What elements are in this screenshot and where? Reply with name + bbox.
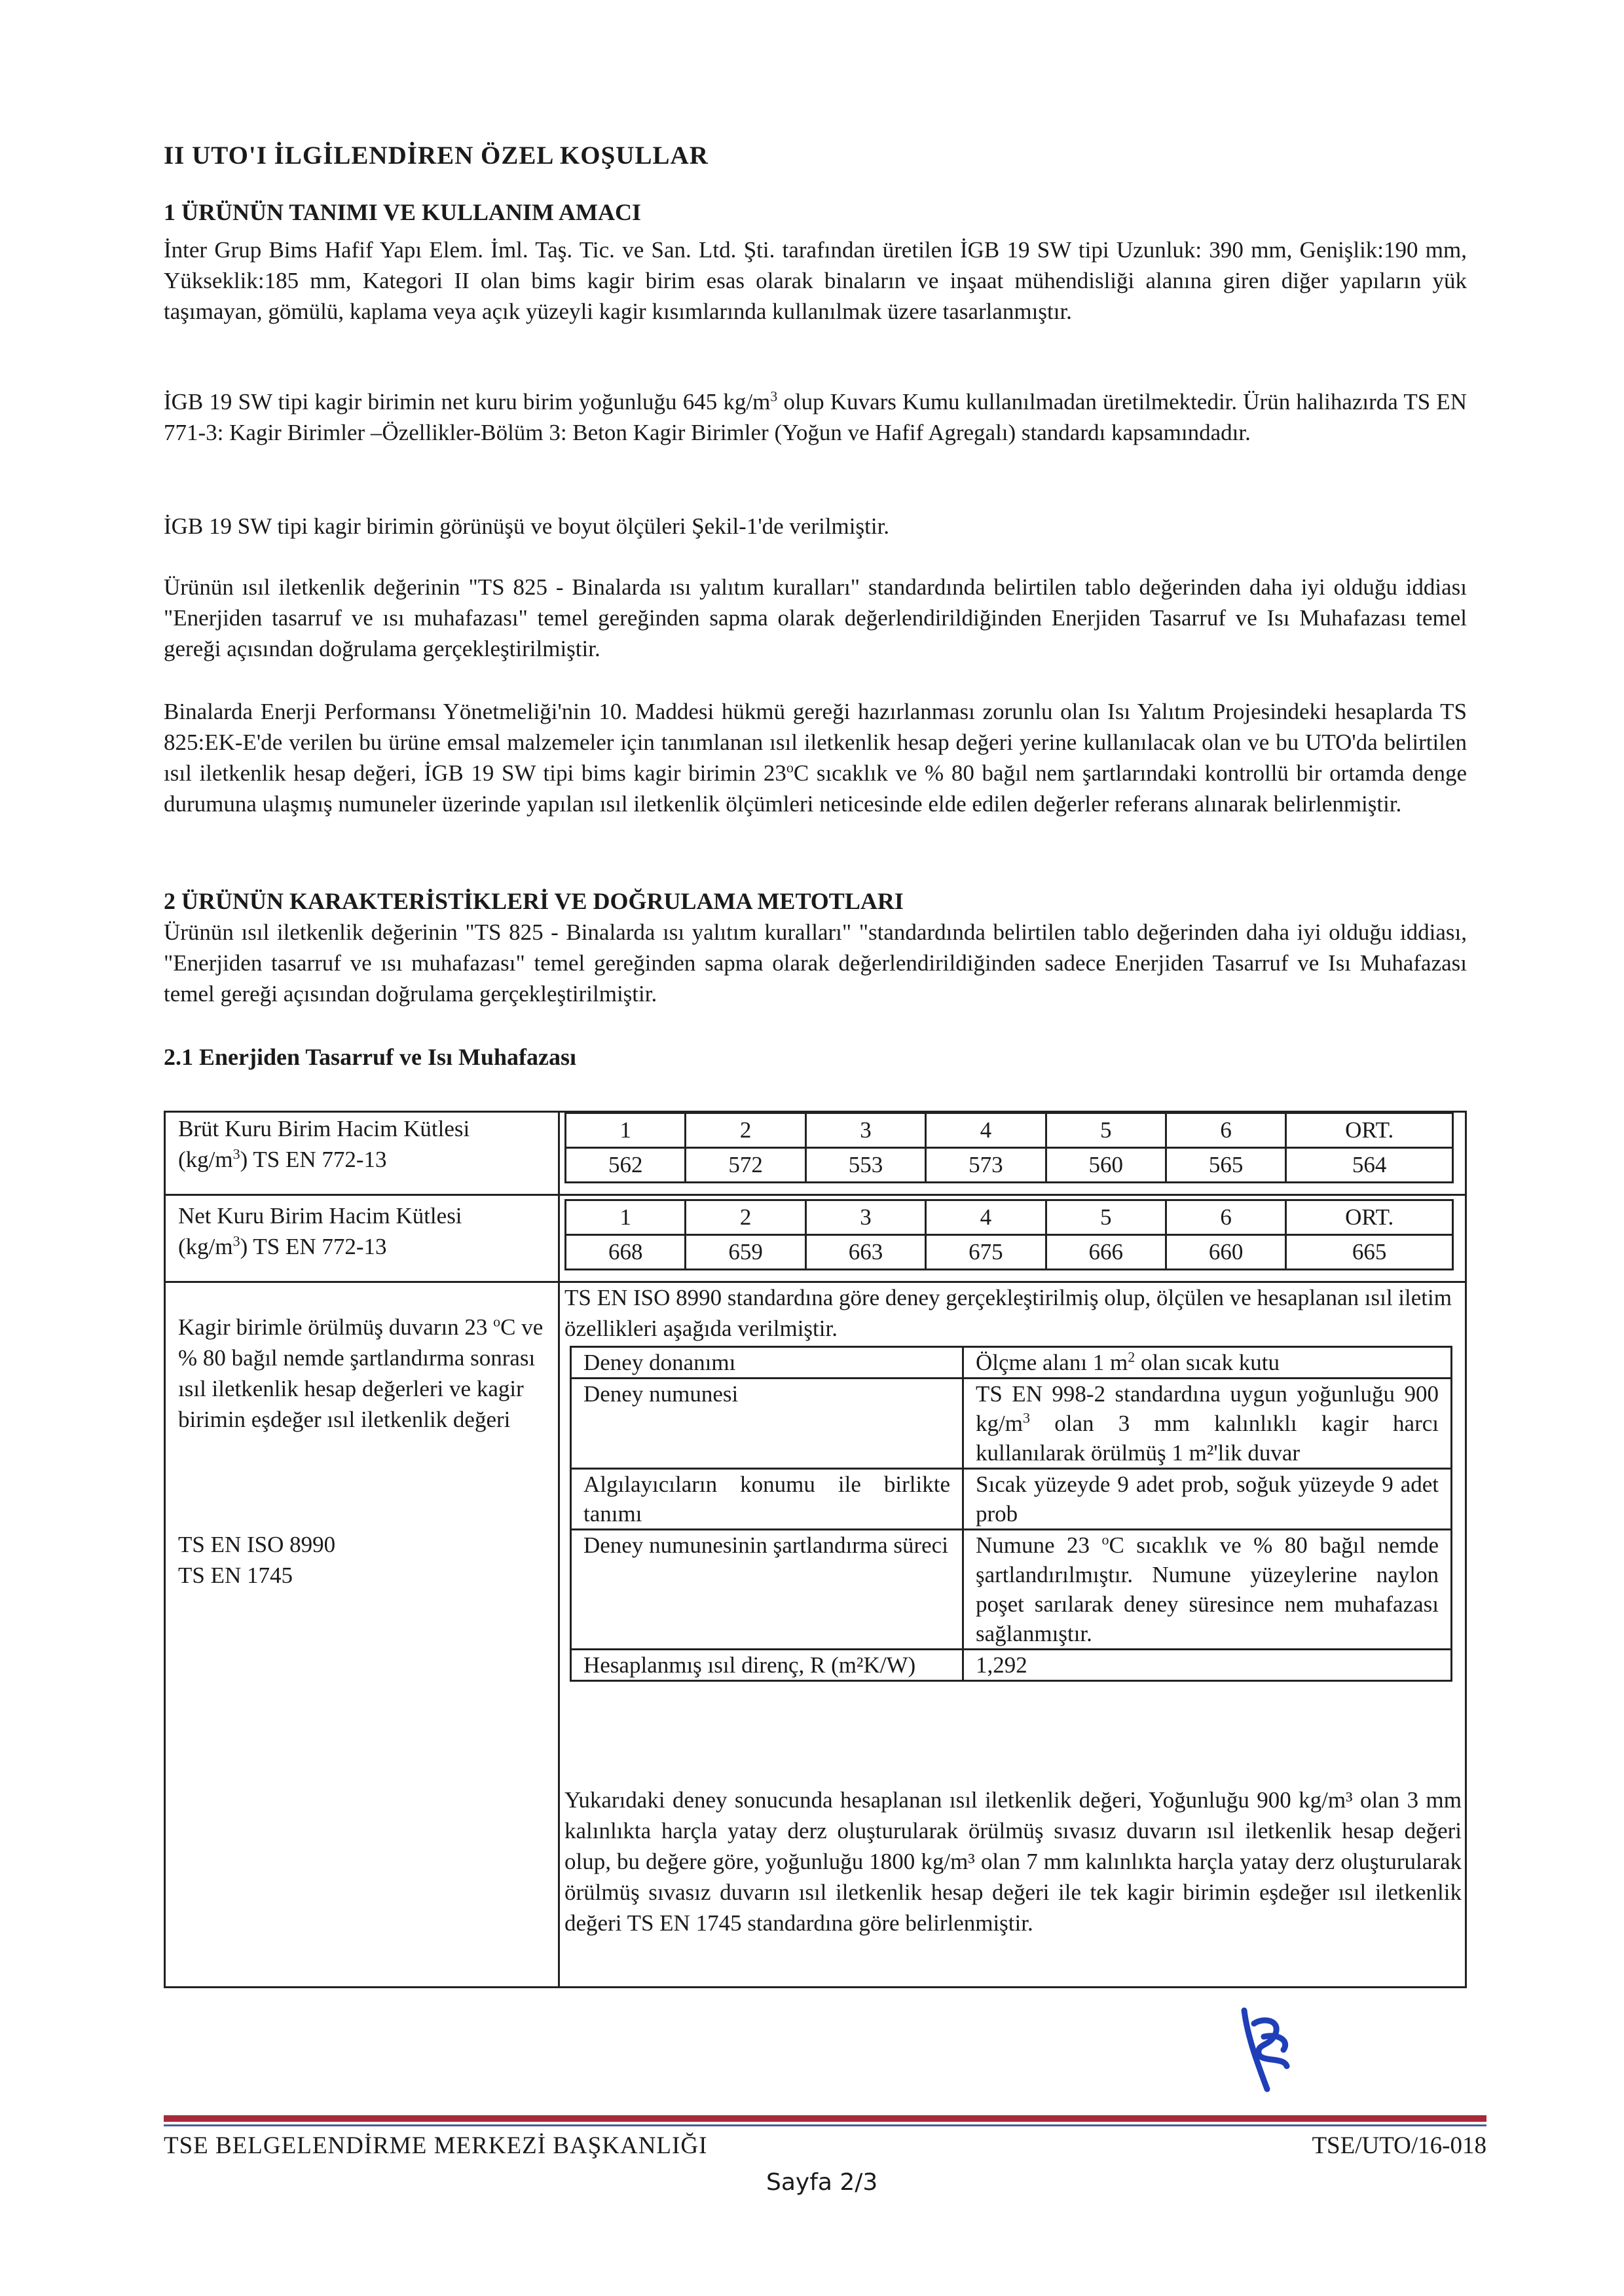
table-cell: 665 <box>1286 1235 1453 1270</box>
spec-value: Ölçme alanı 1 $m^2$ olan sıcak kutu <box>963 1347 1452 1379</box>
row3-standards: TS EN ISO 8990 TS EN 1745 <box>178 1532 336 1588</box>
s1-paragraph-3: İGB 19 SW tipi kagir birimin görünüşü ve boyut ölçüleri Şekil-1'de verilmiştir. <box>164 513 890 539</box>
footer-rule-red <box>164 2115 1486 2122</box>
spec-value: Numune 23 $^o$C sıcaklık ve % 80 bağıl nemde şartlandırılmıştır. Numune yüzeylerine naylon poşet sarılarak deney süresince nem muhafazası sağlanmıştır. <box>963 1530 1452 1650</box>
table-row <box>571 1347 1452 1379</box>
table-cell: 553 <box>805 1148 925 1183</box>
table-cell: 565 <box>1166 1148 1285 1183</box>
s1-paragraph-1: İnter Grup Bims Hafif Yapı Elem. İml. Taş. Tic. ve San. Ltd. Şti. tarafından üretilen İGB 19 SW tipi Uzunluk: 390 mm, Genişlik:190 mm, Yükseklik:185 mm, Kategori II olan bims kagir birim esas olarak binaların ve inşaat mühendisliği alanına giren diğer yapıların yük taşımayan, gömülü, kaplama veya açık yüzeyli kagir kısımlarında kullanılmak üzere tasarlanmıştır. <box>164 237 1467 324</box>
table-row <box>566 1113 1453 1148</box>
spec-value: TS EN 998-2 standardına uygun yoğunluğu 900 $kg/m^3$ olan 3 mm kalınlıklı kagir harcı kullanılarak örülmüş 1 m²'lik duvar <box>963 1379 1452 1469</box>
table-row <box>571 1650 1452 1681</box>
s1-paragraph-2: İGB 19 SW tipi kagir birimin net kuru birim yoğunluğu 645 $kg/m^3$ olup Kuvars Kumu kullanılmadan üretilmektedir. Ürün halihazırda TS EN 771-3: Kagir Birimler –Özellikler-Bölüm 3: Beton Kagir Birimler (Yoğun ve Hafif Agregalı) standardı kapsamındadır. <box>164 388 1467 445</box>
table-cell: 659 <box>686 1235 805 1270</box>
s1-title: 1 ÜRÜNÜN TANIMI VE KULLANIM AMACI <box>164 199 642 225</box>
s2-paragraph-1: Ürünün ısıl iletkenlik değerinin "TS 825 - Binalarda ısı yalıtım kuralları" "standardında belirtilen tablo değerinden daha iyi olduğu iddiası, "Enerjiden tasarruf ve ısı muhafazası" temel gereğinden sapma olarak değerlendirildiğinden sadece Enerjiden Tasarruf ve Isı Muhafazası temel gereği açısından doğrulama gerçekleştirilmiştir. <box>164 919 1467 1007</box>
spec-value: Sıcak yüzeyde 9 adet prob, soğuk yüzeyde 9 adet prob <box>963 1469 1452 1530</box>
s2-title: 2 ÜRÜNÜN KARAKTERİSTİKLERİ VE DOĞRULAMA METOTLARI <box>164 888 904 914</box>
table-row <box>566 1148 1453 1183</box>
table-cell: ORT. <box>1286 1113 1453 1148</box>
signature-icon <box>1218 1997 1310 2096</box>
table-row <box>571 1530 1452 1650</box>
table-row <box>571 1469 1452 1530</box>
section-title: II UTO'I İLGİLENDİREN ÖZEL KOŞULLAR <box>164 141 709 170</box>
row3-label: Kagir birimle örülmüş duvarın 23 $^o$C ve % 80 bağıl nemde şartlandırma sonrası ısıl iletkenlik hesap değerleri ve kagir birimin eşdeğer ısıl iletkenlik değeri <box>178 1313 544 1432</box>
table-cell: 2 <box>686 1113 805 1148</box>
table-cell: 668 <box>566 1235 686 1270</box>
spec-key: Deney numunesinin şartlandırma süreci <box>571 1530 963 1650</box>
row1-label: Brüt Kuru Birim Hacim Kütlesi $(kg/m^3)$ TS EN 772-13 <box>178 1116 470 1172</box>
test-result-text: Yukarıdaki deney sonucunda hesaplanan ısıl iletkenlik değeri, Yoğunluğu 900 kg/m³ olan 3 mm kalınlıkta harçla yatay derz oluşturularak örülmüş sıvasız duvarın ısıl iletkenlik hesap değeri olup, bu değere göre, yoğunluğu 1800 kg/m³ olan 7 mm kalınlıkta harçla yatay derz oluşturularak örülmüş sıvasız duvarın ısıl iletkenlik hesap değeri ile tek kagir birimin eşdeğer ısıl iletkenlik değeri TS EN 1745 standardına göre belirlenmiştir. <box>564 1787 1462 1936</box>
page-number: Sayfa 2/3 <box>766 2169 878 2196</box>
spec-value: 1,292 <box>963 1650 1452 1681</box>
row2-label: Net Kuru Birim Hacim Kütlesi $(kg/m^3)$ TS EN 772-13 <box>178 1203 462 1259</box>
footer-rule-blue <box>164 2124 1486 2126</box>
table-cell: 572 <box>686 1148 805 1183</box>
table-cell: 562 <box>566 1148 686 1183</box>
s1-paragraph-4: Ürünün ısıl iletkenlik değerinin "TS 825 - Binalarda ısı yalıtım kuralları" standardında belirtilen tablo değerinden daha iyi olduğu iddiası "Enerjiden tasarruf ve ısı muhafazası" temel gereğinden sapma olarak değerlendirildiğinden Enerjiden Tasarruf ve Isı Muhafazası temel gereği açısından doğrulama gerçekleştirilmiştir. <box>164 574 1467 661</box>
table-cell: 4 <box>926 1200 1046 1235</box>
spec-key: Algılayıcıların konumu ile birlikte tanımı <box>571 1469 963 1530</box>
table-cell: 660 <box>1166 1235 1285 1270</box>
footer-document-code: TSE/UTO/16-018 <box>1312 2132 1486 2159</box>
table-cell: 3 <box>805 1113 925 1148</box>
table-cell: 2 <box>686 1200 805 1235</box>
table-row <box>571 1379 1452 1469</box>
table-row-divider <box>164 1194 1467 1196</box>
table-cell: 5 <box>1046 1200 1166 1235</box>
gross-density-table <box>564 1112 1454 1183</box>
spec-key: Deney numunesi <box>571 1379 963 1469</box>
table-cell: 675 <box>926 1235 1046 1270</box>
spec-key: Hesaplanmış ısıl direnç, R (m²K/W) <box>571 1650 963 1681</box>
table-cell: 663 <box>805 1235 925 1270</box>
table-cell: ORT. <box>1286 1200 1453 1235</box>
test-intro: TS EN ISO 8990 standardına göre deney gerçekleştirilmiş olup, ölçülen ve hesaplanan ısıl iletim özellikleri aşağıda verilmiştir. <box>564 1285 1452 1341</box>
spec-key: Deney donanımı <box>571 1347 963 1379</box>
table-cell: 6 <box>1166 1200 1285 1235</box>
table-cell: 1 <box>566 1113 686 1148</box>
net-density-table <box>564 1199 1454 1270</box>
table-cell: 5 <box>1046 1113 1166 1148</box>
footer-organization: TSE BELGELENDİRME MERKEZİ BAŞKANLIĞI <box>164 2132 708 2159</box>
test-spec-table <box>570 1346 1452 1682</box>
table-row <box>566 1200 1453 1235</box>
table-cell: 564 <box>1286 1148 1453 1183</box>
table-divider <box>558 1111 560 1988</box>
table-cell: 4 <box>926 1113 1046 1148</box>
table-cell: 3 <box>805 1200 925 1235</box>
table-cell: 560 <box>1046 1148 1166 1183</box>
s2-subtitle: 2.1 Enerjiden Tasarruf ve Isı Muhafazası <box>164 1044 577 1070</box>
table-cell: 573 <box>926 1148 1046 1183</box>
table-row <box>566 1235 1453 1270</box>
table-cell: 666 <box>1046 1235 1166 1270</box>
s1-paragraph-5: Binalarda Enerji Performansı Yönetmeliği'nin 10. Maddesi hükmü gereği hazırlanması zorunlu olan Isı Yalıtım Projesindeki hesaplarda TS 825:EK-E'de verilen bu ürüne emsal malzemeler için tanımlanan ısıl iletkenlik hesap değeri yerine kullanılacak olan ve bu UTO'da belirtilen ısıl iletkenlik hesap değeri, İGB 19 SW tipi bims kagir birimin 23$^o$C sıcaklık ve % 80 bağıl nem şartlarındaki kontrollü bir ortamda denge durumuna ulaşmış numuneler üzerinde yapılan ısıl iletkenlik ölçümleri neticesinde elde edilen değerler referans alınarak belirlenmiştir. <box>164 699 1467 817</box>
table-cell: 1 <box>566 1200 686 1235</box>
table-cell: 6 <box>1166 1113 1285 1148</box>
